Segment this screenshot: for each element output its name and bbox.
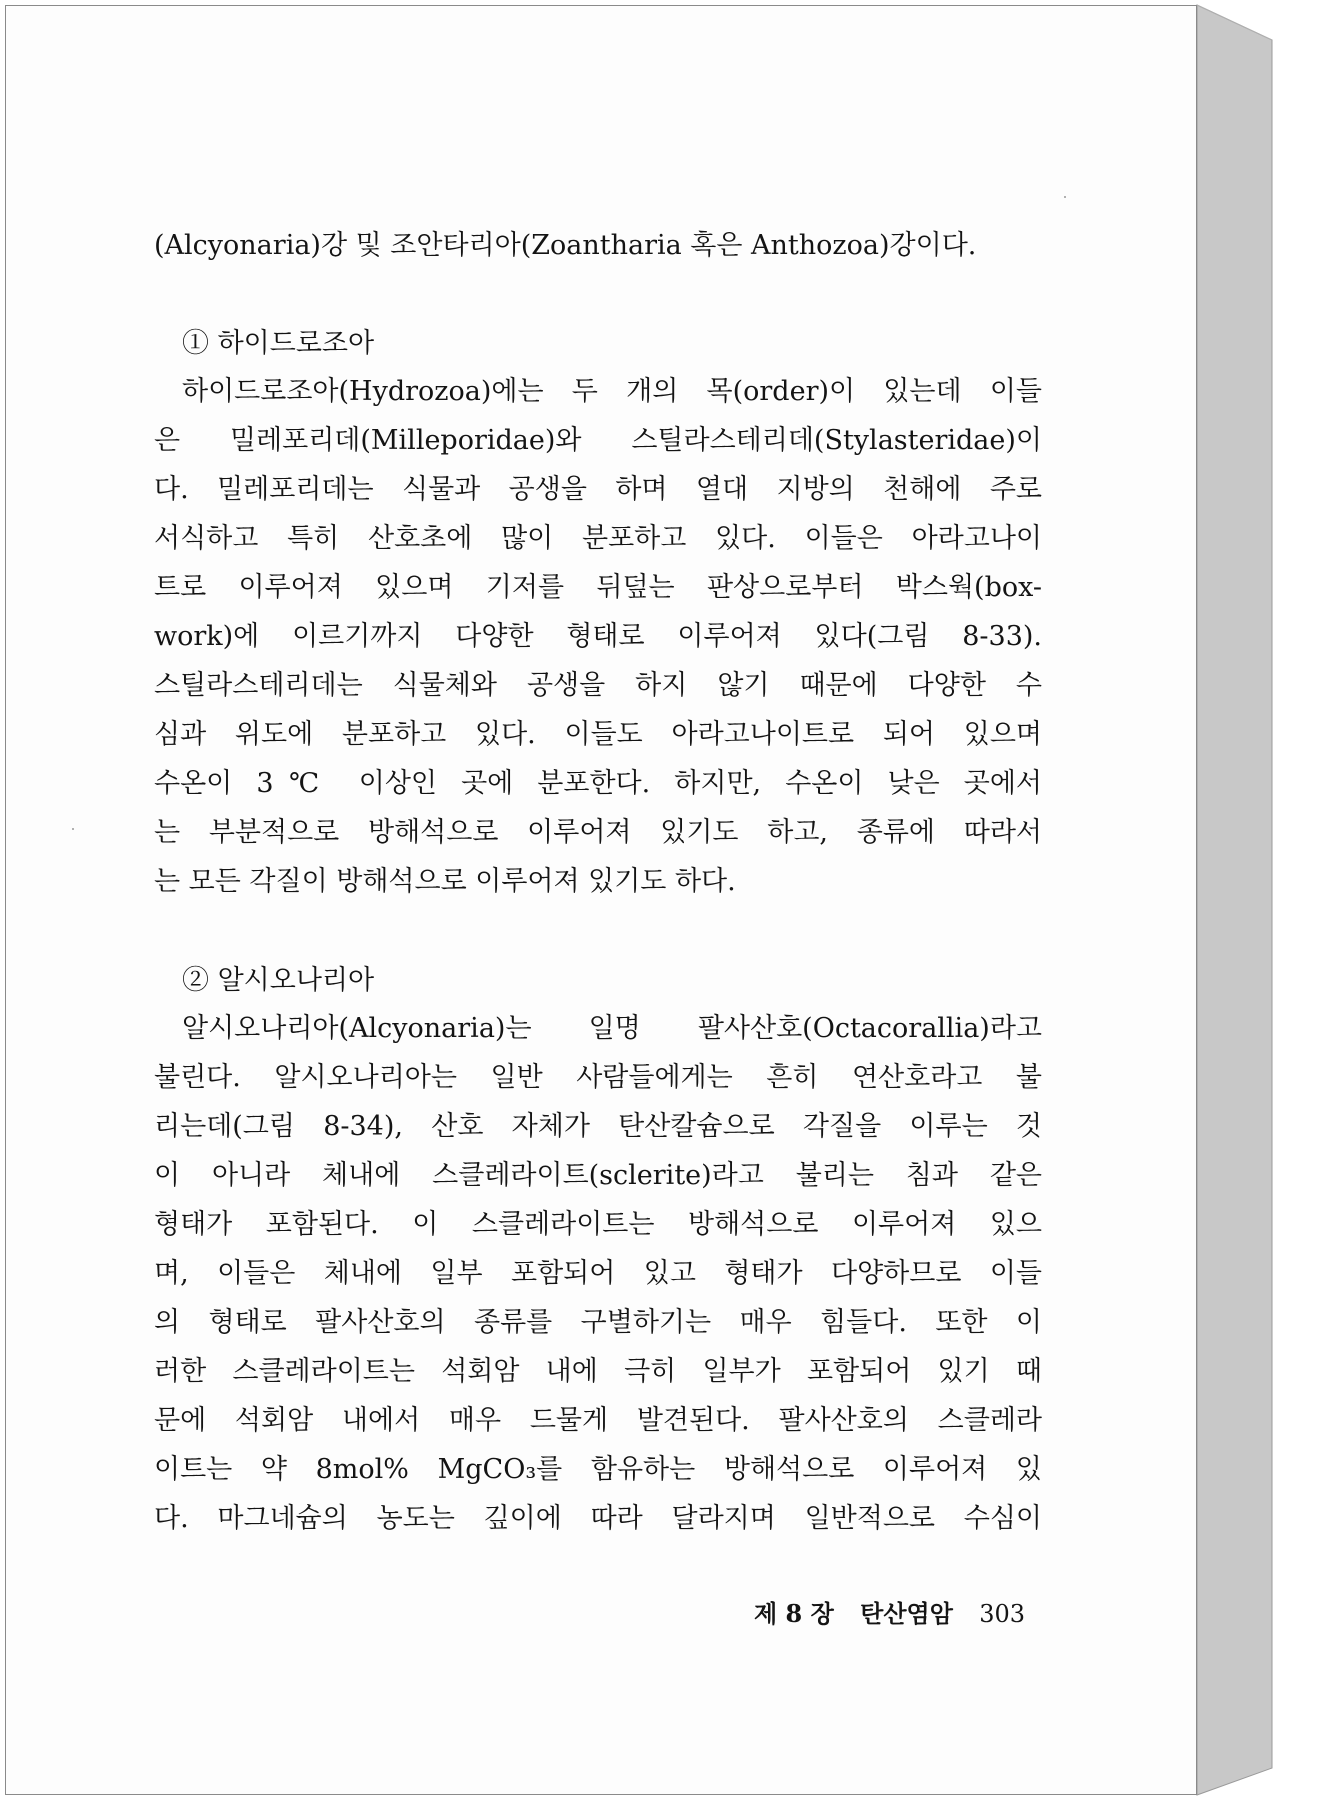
chapter-title: 탄산염암 xyxy=(860,1599,953,1628)
text-line: 다. 마그네슘의 농도는 깊이에 따라 달라지며 일반적으로 수심이 xyxy=(154,1503,1042,1534)
text-line: 형태가 포함된다. 이 스클레라이트는 방해석으로 이루어져 있으 xyxy=(154,1209,1042,1240)
text-line: 러한 스클레라이트는 석회암 내에 극히 일부가 포함되어 있기 때 xyxy=(154,1356,1042,1387)
text-line: 리는데(그림 8-34), 산호 자체가 탄산칼슘으로 각질을 이루는 것 xyxy=(154,1111,1042,1142)
text-line: (Alcyonaria)강 및 조안타리아(Zoantharia 혹은 Anthozoa)강이다. xyxy=(154,230,977,261)
page-footer xyxy=(754,1596,1025,1632)
paper-speck xyxy=(1064,196,1066,198)
page-number: 303 xyxy=(979,1600,1026,1628)
text-line: 며, 이들은 체내에 일부 포함되어 있고 형태가 다양하므로 이들 xyxy=(154,1258,1042,1289)
text-line: 이트는 약 8mol% MgCO₃를 함유하는 방해석으로 이루어져 있 xyxy=(154,1454,1042,1485)
chapter-label: 제 8 장 xyxy=(754,1599,834,1628)
text-line: 수온이 3℃ 이상인 곳에 분포한다. 하지만, 수온이 낮은 곳에서 xyxy=(154,768,1042,799)
text-line: 다. 밀레포리데는 식물과 공생을 하며 열대 지방의 천해에 주로 xyxy=(154,474,1042,505)
text-line: 서식하고 특히 산호초에 많이 분포하고 있다. 이들은 아라고나이 xyxy=(154,523,1042,554)
text-line: 하이드로조아(Hydrozoa)에는 두 개의 목(order)이 있는데 이들 xyxy=(182,376,1042,407)
text-line: work)에 이르기까지 다양한 형태로 이루어져 있다(그림 8-33). xyxy=(154,621,1042,652)
section-heading-alcyonaria: ② 알시오나리아 xyxy=(182,965,375,996)
text-line: 이 아니라 체내에 스클레라이트(sclerite)라고 불리는 침과 같은 xyxy=(154,1160,1042,1191)
book-page xyxy=(5,5,1197,1795)
text-line: 알시오나리아(Alcyonaria)는 일명 팔사산호(Octacorallia)라고 xyxy=(182,1013,1042,1044)
text-line: 문에 석회암 내에서 매우 드물게 발견된다. 팔사산호의 스클레라 xyxy=(154,1405,1042,1436)
text-line: 스틸라스테리데는 식물체와 공생을 하지 않기 때문에 다양한 수 xyxy=(154,670,1042,701)
paper-speck xyxy=(72,828,74,830)
text-line: 는 모든 각질이 방해석으로 이루어져 있기도 하다. xyxy=(154,866,736,897)
text-line: 불린다. 알시오나리아는 일반 사람들에게는 흔히 연산호라고 불 xyxy=(154,1062,1042,1093)
text-line: 트로 이루어져 있으며 기저를 뒤덮는 판상으로부터 박스웍(box- xyxy=(154,572,1042,603)
section-heading-hydrozoa: ① 하이드로조아 xyxy=(182,328,375,359)
text-line: 심과 위도에 분포하고 있다. 이들도 아라고나이트로 되어 있으며 xyxy=(154,719,1042,750)
text-line: 는 부분적으로 방해석으로 이루어져 있기도 하고, 종류에 따라서 xyxy=(154,817,1042,848)
text-line: 은 밀레포리데(Milleporidae)와 스틸라스테리데(Stylasteridae)이 xyxy=(154,425,1042,456)
text-line: 의 형태로 팔사산호의 종류를 구별하기는 매우 힘들다. 또한 이 xyxy=(154,1307,1042,1338)
